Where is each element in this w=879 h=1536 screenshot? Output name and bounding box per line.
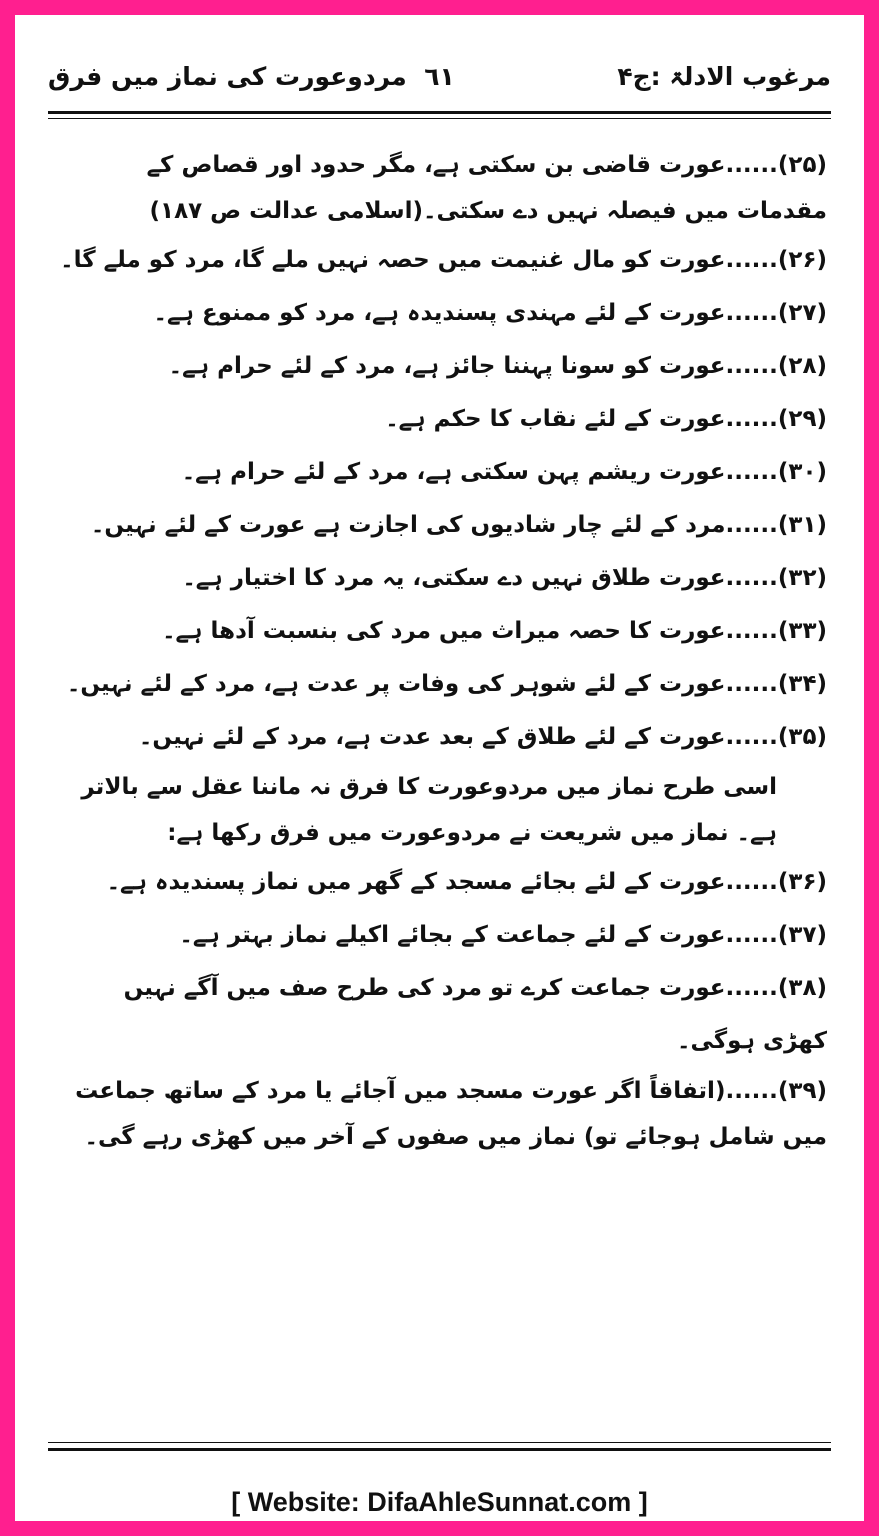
chapter-title: مردوعورت کی نماز میں فرق — [48, 62, 407, 91]
item-text: ......عورت کے لئے جماعت کے بجائے اکیلے نماز بہتر ہے۔ — [179, 922, 778, 948]
item-text: ......عورت کے لئے بجائے مسجد کے گھر میں نماز پسندیدہ ہے۔ — [106, 869, 778, 895]
list-item — [52, 856, 827, 909]
list-item — [52, 499, 827, 552]
item-number: (۳۸) — [777, 975, 827, 1001]
intro-paragraph: اسی طرح نماز میں مردوعورت کا فرق نہ ماننا عقل سے بالاتر ہے۔ نماز میں شریعت نے مردوعورت میں فرق رکھا ہے: — [81, 774, 777, 846]
item-text: ......عورت کو سونا پہننا جائز ہے، مرد کے لئے حرام ہے۔ — [168, 353, 778, 379]
page-header — [48, 62, 831, 102]
item-text: ......عورت کے لئے طلاق کے بعد عدت ہے، مرد کے لئے نہیں۔ — [138, 724, 778, 750]
list-item — [52, 234, 827, 287]
header-rule-thick — [48, 111, 831, 114]
item-text: ......مرد کے لئے چار شادیوں کی اجازت ہے عورت کے لئے نہیں۔ — [90, 512, 778, 538]
list-item — [52, 142, 827, 234]
item-text: ......عورت کو مال غنیمت میں حصہ نہیں ملے گا، مرد کو ملے گا۔ — [60, 247, 778, 273]
footer-rule-thin — [48, 1442, 831, 1443]
item-number: (۲۹) — [777, 406, 827, 432]
item-number: (۳۰) — [777, 459, 827, 485]
item-number: (۳۱) — [777, 512, 827, 538]
list-item — [52, 658, 827, 711]
footer-rule-thick — [48, 1448, 831, 1451]
item-number: (۳۴) — [777, 671, 827, 697]
item-number: (۳۲) — [777, 565, 827, 591]
item-number: (۳۷) — [777, 922, 827, 948]
item-text: ......عورت کے لئے نقاب کا حکم ہے۔ — [385, 406, 778, 432]
item-text: ......عورت کے لئے شوہر کی وفات پر عدت ہے، مرد کے لئے نہیں۔ — [66, 671, 778, 697]
list-item — [52, 605, 827, 658]
list-item — [52, 1068, 827, 1160]
item-text: ......عورت قاضی بن سکتی ہے، مگر حدود اور قصاص کے مقدمات میں فیصلہ نہیں دے سکتی۔(اسلامی عدالت ص ۱۸۷) — [146, 152, 827, 224]
item-text: ......عورت کے لئے مہندی پسندیدہ ہے، مرد کو ممنوع ہے۔ — [153, 300, 778, 326]
item-number: (۲۸) — [777, 353, 827, 379]
list-item — [52, 393, 827, 446]
item-number: (۳۶) — [777, 869, 827, 895]
list-item — [52, 446, 827, 499]
item-number: (۳۳) — [777, 618, 827, 644]
page-number: ٦١ — [424, 62, 455, 91]
item-number: (۳۹) — [777, 1078, 827, 1104]
list-item — [52, 909, 827, 962]
item-number: (۳۵) — [777, 724, 827, 750]
item-text: ......عورت جماعت کرے تو مرد کی طرح صف میں آگے نہیں کھڑی ہوگی۔ — [123, 975, 827, 1054]
list-item — [52, 552, 827, 605]
item-number: (۲۷) — [777, 300, 827, 326]
item-text: ......عورت ریشم پہن سکتی ہے، مرد کے لئے حرام ہے۔ — [181, 459, 778, 485]
item-text: ......عورت طلاق نہیں دے سکتی، یہ مرد کا اختیار ہے۔ — [182, 565, 778, 591]
list-item — [52, 711, 827, 764]
page-content — [52, 142, 827, 1160]
item-text: ......عورت کا حصہ میراث میں مرد کی بنسبت آدھا ہے۔ — [162, 618, 778, 644]
website-footer: [ Website: DifaAhleSunnat.com ] — [231, 1487, 648, 1517]
item-number: (۲۵) — [777, 152, 827, 178]
list-item — [52, 340, 827, 393]
item-number: (۲۶) — [777, 247, 827, 273]
book-title: مرغوب الادلۃ :ج۴ — [617, 62, 831, 91]
list-item — [52, 962, 827, 1068]
header-rule-thin — [48, 118, 831, 119]
item-text: ......(اتفاقاً اگر عورت مسجد میں آجائے یا مرد کے ساتھ جماعت میں شامل ہوجائے تو) نماز میں صفوں کے آخر میں کھڑی رہے گی۔ — [75, 1078, 827, 1150]
list-item — [52, 287, 827, 340]
page — [30, 30, 849, 1517]
